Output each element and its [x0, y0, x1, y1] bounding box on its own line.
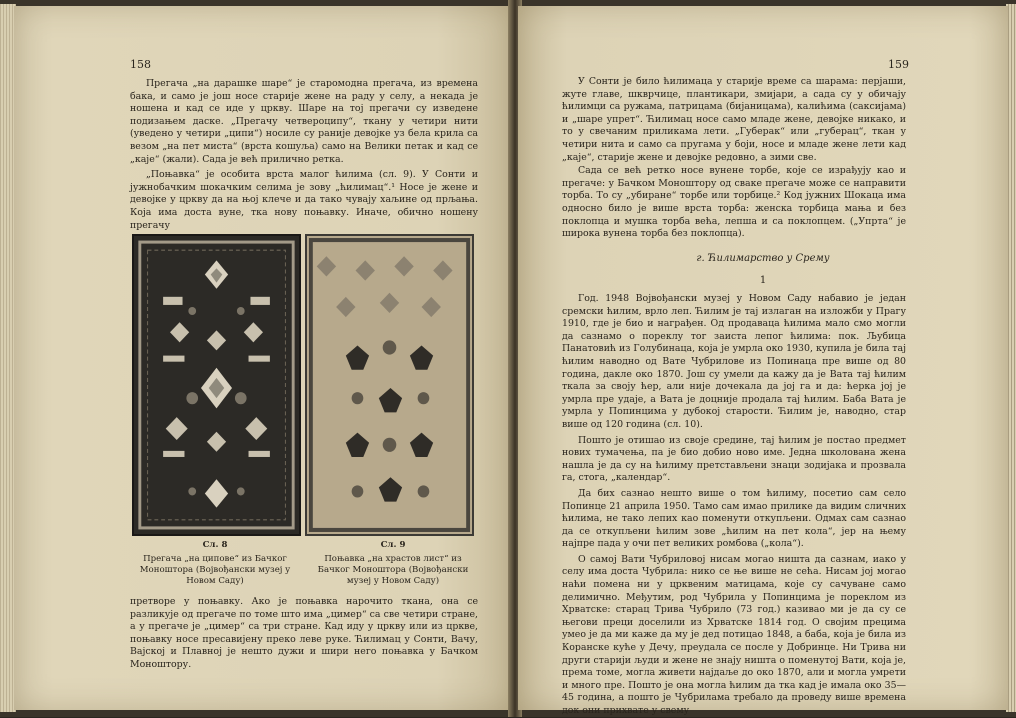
- section-number: 1: [759, 275, 767, 286]
- rug-photo-fig8: [132, 234, 301, 536]
- paragraph: Пошто је отишао из своје средине, тај ћилим је постао предмет нових тумачења, па је био добио ново име. Једна школована жена нашла је да су на ћилиму претстављени знаци зодијака и прозвала га, стога, „календар“.: [562, 434, 906, 484]
- paragraph: Прегача „на дарашке шаре“ је старомодна прегача, из времена бака, и само је још носе старије жене на раду у селу, а некада је ношена и кад се иде у цркву. Шаре на тој прегачи су изведене подизањем даске. „Прегачу четвероципу“, ткану у четири нити (уведено у четири „ципи“) носиле су раније девојке уз бела крила са везом „на пет миста“ (врста кошуља) само на Велики петак и кад се „каје“ (жали). Сада је већ прилично ретка.: [130, 78, 478, 165]
- right-top-text: [562, 76, 906, 241]
- paragraph: Год. 1948 Војвођански музеј у Новом Саду набавио је један сремски ћилим, врло леп. Ћилим је тај излаган на изложби у Прагу 1910, где је био и награђен. Од продаваца ћилима мало смо могли да сазнамо о пореклу тог заиста лепог ћилима: пок. Љубица Панатовић из Голубинаца, која је умрла око 1930, купила је била тај ћилим наводно од Вате Чубрилове из Попинаца пре више од 80 година, дакле око 1870. Још су умели да кажу да је Вата тај ћилим ткала за своју ћер, али није дочекала да јој га и да: ћерка јој је умрла пре удаје, а Вата је доцније продала тај ћилим. Баба Вата је умрла у Попинцима у дубокој старости. Ћилим је, наводно, стар више од 120 година (сл. 10).: [562, 293, 906, 430]
- paragraph: Сада се већ ретко носе вунене торбе, које се израђују као и прегаче: у Бачком Моноштору од сваке прегаче може се направити торба. То су „убиране“ торбе или торбице.² Код јужних Шокаца има односно било је више врста торба: женска торбица мања и без поклопца и мушка торба већа, лепша и са поклопцем. („Упрта“ је широка вунена торба без поклопца).: [562, 165, 906, 240]
- right-section-text: [562, 293, 906, 718]
- caption-text: Поњавка „на храстов лист“ из Бачког Моноштора (Војвођански музеј у Новом Саду): [317, 554, 469, 586]
- rug-photo-fig9: [305, 234, 474, 536]
- section-heading: г. Ћилимарство у Срему: [696, 253, 830, 264]
- page-number: 158: [130, 58, 151, 71]
- paragraph: У Сонти је било ћилимаца у старије време са шарама: перјаши, жуте главе, шкврчице, плантикари, змијари, а сада су у обичају ћилимци са ружама, патрицама (бијаницама), калићима (саксијама) и „шаре упрет“. Ћилимац носе само младе жене, девојке никако, и то у свечаним приликама лети. „Губерак“ или „губерац“, ткан у четири нита и само са пругама у боји, носе и младе жене лети кад „каје“, старије жене и девојке редовно, а зими све.: [562, 76, 906, 163]
- caption-fig9: [308, 540, 478, 587]
- caption-ref: Сл. 9: [380, 540, 406, 550]
- left-bottom-text: [130, 596, 478, 672]
- left-top-text: [130, 78, 478, 232]
- figures-area: [132, 234, 474, 532]
- paragraph: О самој Вати Чубриловој нисам могао ништа да сазнам, иако у селу има доста Чубрила: нико се ње више не сећа. Нисам јој могао наћи помена ни у црквеним матицама, које су сачуване само делимично. Међутим, род Чубрила у Попинцима је пореклом из Хрватске: старац Трива Чубрило (73 год.) казивао ми је да су се његови преци доселили из Хрватске 1814 год. О својим прецима умео је да ми каже да му је дед потицао 1848, а баба, која је била из Коранске куће у Дечу, преудала се после у Добринце. Ни Трива ни други старији људи и жене не знају ништа о поменутој Вати, која је, према томе, могла живети најдаље до око 1870, али и могла умрети и много пре. Пошто је она могла ћилим да тка кад је имала око 35—45 година, а пошто је Чубрилама требало да проведу више времена док они прихвате у свему: [562, 553, 906, 716]
- rug-pattern-light: [307, 236, 472, 534]
- page-number: 159: [888, 58, 909, 71]
- left-page: [14, 6, 512, 710]
- caption-ref: Сл. 8: [202, 540, 228, 550]
- caption-fig8: [130, 540, 300, 587]
- caption-text: Прегача „на ципове“ из Бачког Моноштора (Војвођански музеј у Новом Саду): [139, 554, 291, 586]
- right-page: [518, 6, 1008, 716]
- paragraph: Да бих сазнао нешто више о том ћилиму, посетио сам село Попинце 21 априла 1950. Тамо сам имао прилике да видим сличних ћилима, не тако лепих као поменути откупљени. Одмах сам сазнао да се откупљени ћилим зове „ћилим на пет кола“, јер на њему најпре пада у очи пет великих ромбова („кола“).: [562, 487, 906, 550]
- paragraph: претворе у поњавку. Ако је поњавка нарочито ткана, она се разликује од прегаче по томе што има „цимер“ са све четири стране, а у прегаче је „цимер“ са три стране. Кад иду у цркву или из цркве, поњавку носе пресавијену преко леве руке. Ћилимац у Сонти, Вачу, Вајској и Плавној је нешто дужи и шири него поњавка у Бачком Моноштору.: [130, 596, 478, 670]
- paragraph: „Поњавка“ је особита врста малог ћилима (сл. 9). У Сонти и јужнобачким шокачким селима је зову „ћилимац“.¹ Носе је жене и девојке у цркву да на њој клече и да тако чувају хаљине од прљања. Која има доста вуне, тка нову поњавку. Иначе, обично ношену прегачу: [130, 169, 478, 231]
- rug-pattern-dark: [134, 236, 299, 534]
